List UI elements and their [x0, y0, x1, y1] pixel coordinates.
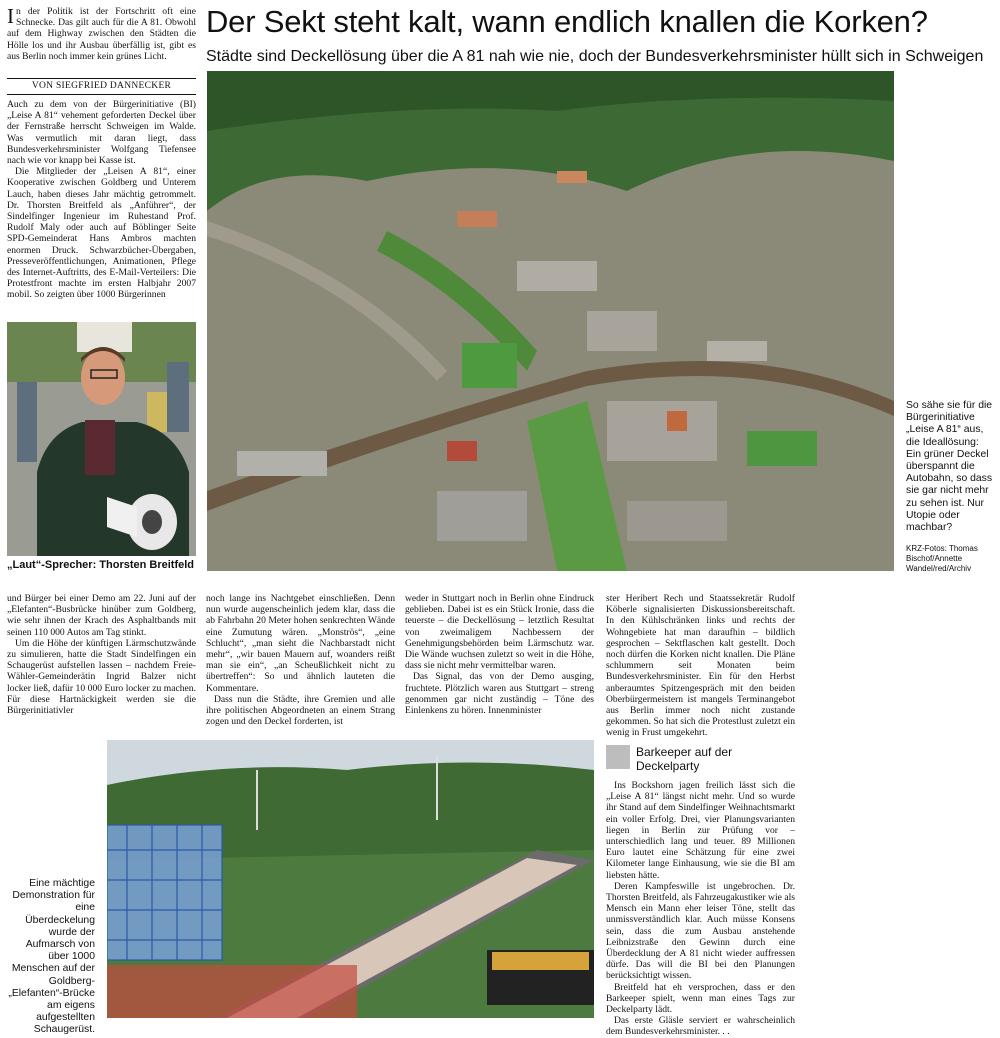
paragraph: weder in Stuttgart noch in Berlin ohne Eindruck geblieben. Dabei ist es ein Stück Ironie, dass die teuerste – die Deckellösung – letztlich Resultat von zweimaligem Nachbessern der Genehmigungsbehörden beim Lärmschutz war. Die Wände wuchsen zuletzt so weit in die Höhe, dass sie nicht mehr vermittelbar waren. — [405, 593, 594, 672]
divider — [7, 78, 196, 79]
aerial-caption: So sähe sie für die Bürgerinitiative „Leise A 81“ aus, die Ideallösung: Ein grüner Deckel überspannt die Autobahn, so dass sie gar nicht mehr zu sehen ist. Nur Utopie oder machbar? — [906, 400, 993, 534]
photo-credit: KRZ-Fotos: Thomas Bischof/Annette Wandel/red/Archiv — [906, 544, 978, 573]
paragraph: Deren Kampfeswille ist ungebrochen. Dr. Thorsten Breitfeld, als Fahrzeugakustiker wie als Mensch ein Mann eher leiser Töne, stellt das unmissverständlich klar. Auch müsse Konsens sein, dass die zum Ausbau anstehende Leibnizstraße den Gewinn durch eine Überdecklung der A 81 nicht wieder auffressen dürfe. Das will die BI bei den Planungen berücksichtigt wissen. — [606, 880, 795, 982]
intro-text: n der Politik ist der Fortschritt oft eine Schnecke. Das gilt auch für die A 81. Obwohl auf dem Highway zwischen den Städten die Hölle los und ihr Ausbau überfällig ist, gibt es aus Berlin noch immer kein grünes Licht. — [7, 6, 196, 62]
column-1 — [7, 99, 196, 301]
paragraph: Dass nun die Städte, ihre Gremien und alle ihre politischen Abgeordneten an einem Strang zogen und den Deckel forderten, ist — [206, 693, 395, 728]
demo-caption: Eine mächtige Demonstration für eine Überdeckelung wurde der Aufmarsch von über 1000 Menschen auf der Goldberg-„Elefanten“-Brücke am eigens aufgestellten Schaugerüst. — [8, 878, 95, 1036]
paragraph: Um die Höhe der künftigen Lärmschutzwände zu simulieren, hatte die Stadt Sindelfingen ein Schaugerüst aufstellen lassen – nachdem Freie-Wähler-Gemeinderätin Ingrid Balzer nicht locker ließ, dafür 10 000 Euro locker zu machen. Für diese Hartnäckigkeit werden sie die Bürgerinitiativler — [7, 637, 196, 717]
paragraph: noch lange ins Nachtgebet einschließen. Denn nun wurde augenscheinlich jedem klar, dass die ab Fahrbahn 20 Meter hohen senkrechten Wände eine Zumutung wären. „Monströs“, „eine Schlucht“, „man sieht die Nachbarstadt nicht mehr“, „wir bauen Mauern auf, woanders reißt man sie ein“, „an Scheußlichkeit nicht zu übertreffen“: So und ähnlich lauteten die Kommentare. — [206, 593, 395, 694]
byline: VON SIEGFRIED DANNECKER — [31, 81, 172, 91]
column-b — [206, 593, 395, 727]
paragraph: Das erste Gläsle serviert er wahrscheinlich dem Bundesverkehrsminister. . . — [606, 1015, 795, 1038]
portrait-photo — [7, 322, 196, 556]
grey-box — [606, 745, 630, 769]
subheadline: Städte sind Deckellösung über die A 81 nah wie nie, doch der Bundesverkehrsminister hüllt sich in Schweigen — [206, 48, 984, 65]
paragraph: Breitfeld hat eh versprochen, dass er den Barkeeper spielt, wenn man eines Tags zur Deckelparty lädt. — [606, 981, 795, 1016]
column-c — [405, 593, 594, 716]
paragraph: Auch zu dem von der Bürgerinitiative (BI) „Leise A 81“ vehement geforderten Deckel über der Fernstraße herrscht Schweigen im Walde. Was vermutlich mit daran liegt, dass Bundesverkehrsminister Wolfgang Tiefensee nach wie vor knapp bei Kasse ist. — [7, 99, 196, 167]
subhead-barkeeper: Barkeeper auf der Deckelparty — [636, 745, 733, 773]
paragraph: und Bürger bei einer Demo am 22. Juni auf der „Elefanten“-Busbrücke hinüber zum Goldberg, wie sehr ihnen der Krach des Asphaltbands mit seinen 110 000 Autos am Tag stinkt. — [7, 593, 196, 638]
aerial-photo — [207, 71, 894, 571]
paragraph: Ins Bockshorn jagen freilich lässt sich die „Leise A 81“ längst nicht mehr. Und so wurde ihr Stand auf dem Sindelfinger Weihnachtsmarkt ein voller Erfolg. Drei, vier Planungsvarianten liegen in Berlin zur Prüfung vor – unterschiedlich lang und teuer. 89 Millionen Euro lautet eine Schätzung für eine zwei Kilometer lange Einhausung, wie sie die BI am liebsten hätte. — [606, 780, 795, 881]
dropcap: I — [7, 4, 14, 28]
column-a — [7, 593, 196, 716]
column-d-continued — [606, 780, 795, 1038]
column-d — [606, 593, 795, 739]
paragraph: ster Heribert Rech und Staatssekretär Rudolf Köberle signalisierten Diskussionsbereitschaft. In den Kühlschränken links und rechts der Wohngebiete hat man daraufhin – bildlich gesprochen – Sektflaschen kalt gestellt. Doch noch dürfen die Korken nicht knallen. Die Pläne schlummern seit Monaten beim Bundesverkehrsminister. Ein für den Herbst anberaumtes Spitzengespräch mit den beiden Oberbürgermeistern ist mangels Terminangebot aus Berlin immer noch nicht zustande gekommen. So hat sich die Protestlust zuletzt ein wenig in Frust umgekehrt. — [606, 593, 795, 739]
paragraph: Die Mitglieder der „Leisen A 81“, einer Kooperative zwischen Goldberg und Unterem Lauch, haben dieses Jahr mächtig getrommelt. Dr. Thorsten Breitfeld als „Anführer“, der Sindelfinger Ingenieur im Ruhestand Prof. Rudolf Maly oder auch auf Böblinger Seite SPD-Gemeinderat Hans Ambros machten enormen Druck. Schwarzbücher-Übergaben, Presseveröffentlichungen, Animationen, Pflege des Internet-Auftritts, des E-Mail-Verteilers: Die Protestfront machte im ersten Halbjahr 2007 mobil. So zeigten über 1000 Bürgerinnen — [7, 166, 196, 301]
headline: Der Sekt steht kalt, wann endlich knallen die Korken? — [206, 4, 928, 39]
demo-photo — [107, 740, 594, 1018]
portrait-caption: „Laut“-Sprecher: Thorsten Breitfeld — [7, 559, 195, 571]
intro — [7, 6, 196, 62]
divider — [7, 94, 196, 95]
paragraph: Das Signal, das von der Demo ausging, fruchtete. Plötzlich waren aus Stuttgart – streng genommen gar nicht zuständig – Töne des Einlenkens zu hören. Innenminister — [405, 671, 594, 717]
